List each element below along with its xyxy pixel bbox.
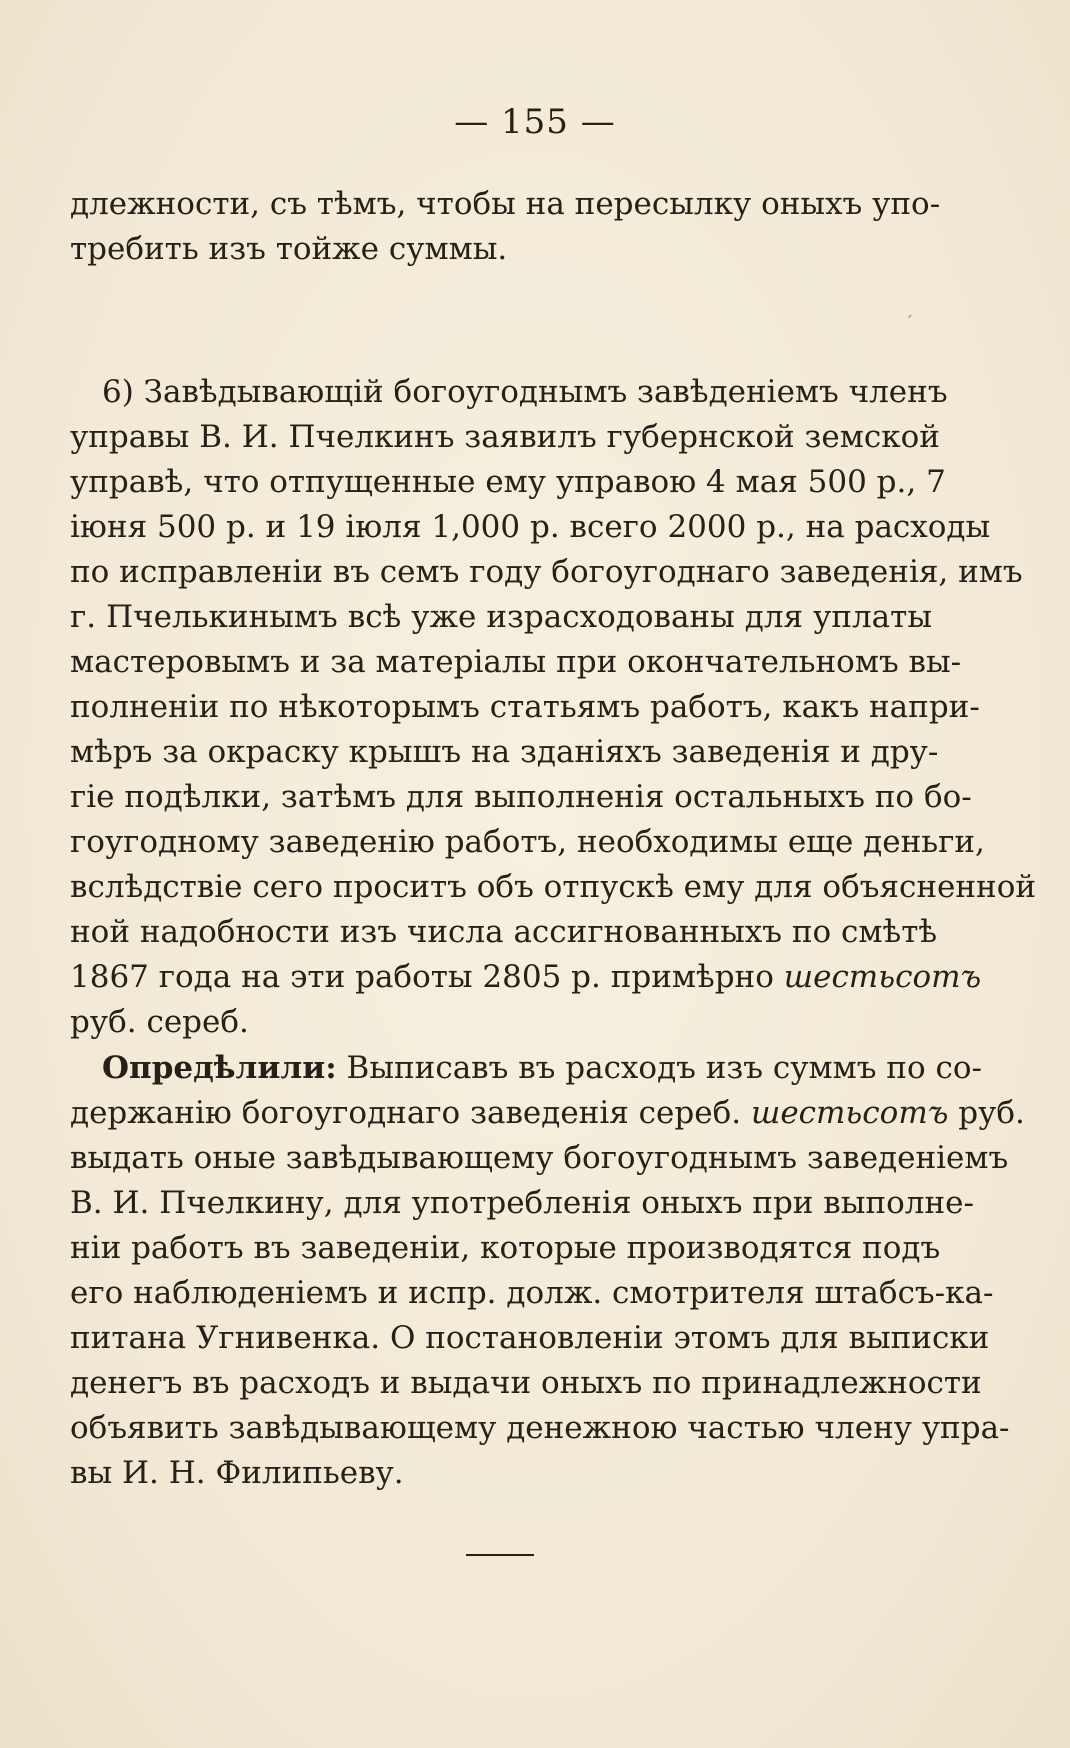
paragraph-continuation bbox=[70, 182, 941, 272]
italic-amount: шестьсотъ bbox=[783, 959, 982, 995]
text-line: требить изъ тойже суммы. bbox=[70, 231, 508, 267]
text-line: вслѣдствіе сего проситъ объ отпускѣ ему для объясненной bbox=[70, 869, 1037, 905]
text-line: мастеровымъ и за матеріалы при окончательномъ вы- bbox=[70, 644, 962, 680]
text-line bbox=[70, 1091, 1025, 1136]
italic-amount: шестьсотъ bbox=[750, 1095, 949, 1131]
text-line: вы И. Н. Филипьеву. bbox=[70, 1455, 404, 1491]
text-fragment: Выписавъ въ расходъ изъ суммъ по со- bbox=[336, 1050, 982, 1086]
text-fragment: 1867 года на эти работы 2805 р. примѣрно bbox=[70, 959, 784, 995]
text-line: полненіи по нѣкоторымъ статьямъ работъ, какъ напри- bbox=[70, 689, 980, 725]
text-line: его наблюденіемъ и испр. долж. смотрителя штабсъ-ка- bbox=[70, 1275, 994, 1311]
paragraph-resolution bbox=[70, 1046, 1025, 1496]
text-line: объявить завѣдывающему денежною частью члену упра- bbox=[70, 1410, 1010, 1446]
text-line: управы В. И. Пчелкинъ заявилъ губернской земской bbox=[70, 419, 940, 455]
text-line: по исправленіи въ семъ году богоугоднаго заведенія, имъ bbox=[70, 554, 1023, 590]
text-fragment: руб. bbox=[948, 1095, 1025, 1131]
text-line: іюня 500 р. и 19 іюля 1,000 р. всего 2000 р., на расходы bbox=[70, 509, 991, 545]
text-line: г. Пчелькинымъ всѣ уже израсходованы для уплаты bbox=[70, 599, 932, 635]
stray-mark: ´ bbox=[905, 313, 913, 332]
text-line: питана Угнивенка. О постановленіи этомъ для выписки bbox=[70, 1320, 990, 1356]
text-line bbox=[70, 1046, 982, 1091]
text-line: мѣръ за окраску крышъ на зданіяхъ заведенія и дру- bbox=[70, 734, 939, 770]
text-line: управѣ, что отпущенные ему управою 4 мая 500 р., 7 bbox=[70, 464, 946, 500]
text-line: 6) Завѣдывающій богоугоднымъ завѣденіемъ членъ bbox=[102, 374, 948, 410]
text-line: руб. сереб. bbox=[70, 1004, 249, 1040]
text-line: гіе подѣлки, затѣмъ для выполненія остальныхъ по бо- bbox=[70, 779, 972, 815]
text-line bbox=[70, 955, 982, 1000]
text-line: выдать оные завѣдывающему богоугоднымъ заведеніемъ bbox=[70, 1140, 1009, 1176]
text-line: длежности, съ тѣмъ, чтобы на пересылку оныхъ упо- bbox=[70, 186, 941, 222]
paragraph-item-6 bbox=[70, 370, 1037, 1045]
resolution-label: Опредѣлили: bbox=[102, 1050, 337, 1086]
text-line: гоугодному заведенію работъ, необходимы еще деньги, bbox=[70, 824, 985, 860]
page-number: — 155 — bbox=[454, 102, 616, 142]
text-line: ніи работъ въ заведеніи, которые производятся подъ bbox=[70, 1230, 941, 1266]
text-fragment: держанію богоугоднаго заведенія сереб. bbox=[70, 1095, 751, 1131]
text-line: денегъ въ расходъ и выдачи оныхъ по принадлежности bbox=[70, 1365, 982, 1401]
text-line: ной надобности изъ числа ассигнованныхъ по смѣтѣ bbox=[70, 914, 938, 950]
closing-rule bbox=[466, 1554, 534, 1556]
text-line: В. И. Пчелкину, для употребленія оныхъ при выполне- bbox=[70, 1185, 974, 1221]
